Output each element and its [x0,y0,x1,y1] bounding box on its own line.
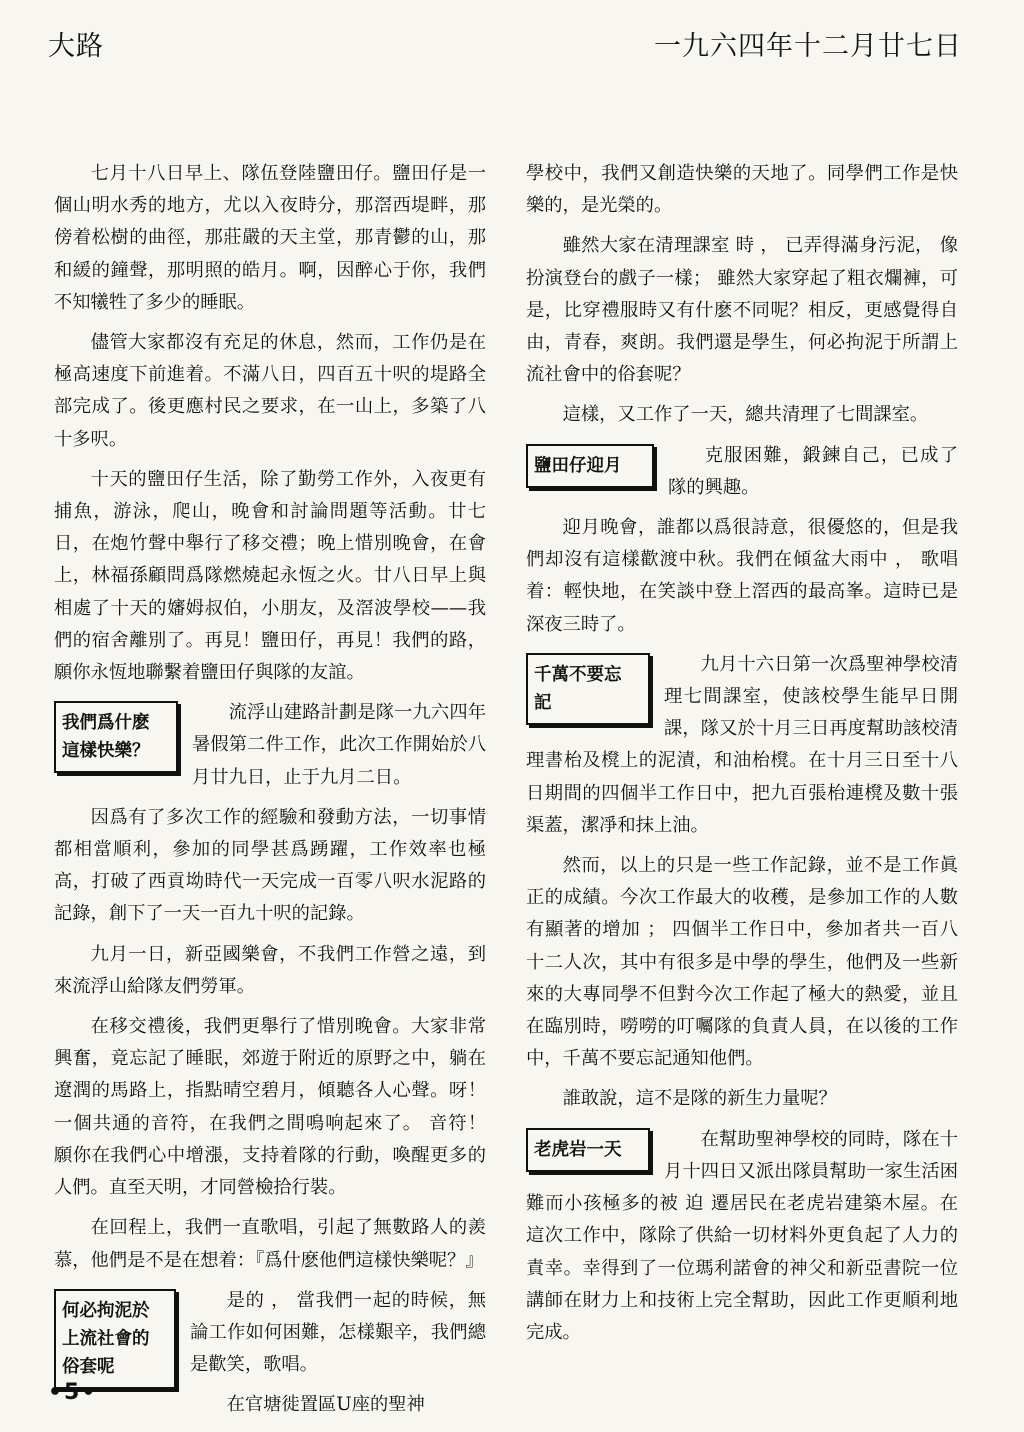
section-heading-line: 老虎岩一天 [534,1139,622,1160]
paragraph: 因爲有了多次工作的經驗和發動方法，一切事情都相當順利，參加的同學甚爲踴躍，工作效率也極高，打破了西貢坳時代一天完成一百零八呎水泥路的記錄，創下了一天一百九十呎的記錄。 [54,806,486,925]
section-heading-box [54,1289,176,1389]
paragraph: 儘管大家都沒有充足的休息，然而，工作仍是在極高速度下前進着。不滿八日，四百五十呎的堤路全部完成了。後更應村民之要求，在一山上，多築了八十多呎。 [54,332,486,450]
paragraph: 十天的鹽田仔生活，除了勤勞工作外，入夜更有捕魚，游泳，爬山，晚會和討論問題等活動。廿七日，在炮竹聲中舉行了移交禮；晚上惜別晚會，在會上，林福孫顧問爲隊燃燒起永恆之火。廿八日早上與相處了十天的嬸姆叔伯，小朋友，及滘波學校——我們的宿舍離別了。再見！鹽田仔，再見！我們的路，願你永恆地聯繫着鹽田仔與隊的友誼。 [54,468,486,684]
paragraph: 學校中，我們又創造快樂的天地了。同學們工作是快樂的，是光榮的。 [526,163,958,217]
paragraph: 在官塘徙置區U座的聖神 [226,1394,425,1416]
section-heading-box [526,444,654,488]
section-heading-line: 這樣快樂？ [62,741,150,762]
section-heading-line: 鹽田仔迎月 [534,455,622,476]
left-column [54,158,486,1430]
paragraph: 克服困難，鍛鍊自己，已成了隊的興趣。 [668,444,958,498]
paragraph: 七月十八日早上、隊伍登陸鹽田仔。鹽田仔是一個山明水秀的地方，尤以入夜時分，那滘西堤畔，那傍着松樹的曲徑，那莊嚴的天主堂，那青鬱的山，那和緩的鐘聲，那明照的皓月。啊，因醉心于你，我們不知犧牲了多少的睡眠。 [54,163,486,313]
paragraph: 是的 ， 當我們一起的時候，無論工作如何困難，怎樣艱辛，我們總是歡笑，歌唱。 [190,1289,486,1376]
paragraph: 然而，以上的只是一些工作記錄，並不是工作眞正的成績。今次工作最大的收穫，是參加工作的人數有顯著的增加 ； 四個半工作日中，參加者共一百八十二人次，其中有很多是中學的學生，他們及一些新來的大專同學不但對今次工作起了極大的熱愛，並且在臨別時，嘮嘮的叮囑隊的負責人員，在以後的工作中，千萬不要忘記通知他們。 [526,855,958,1070]
right-column [526,158,958,1357]
section-heading-line: 千萬不要忘 [534,664,622,685]
paragraph: 在幫助聖神學校的同時，隊在十月十四日又派出隊員幫助一家生活困難而小孩極多的被 迫 遷居民在老虎岩建築木屋。在這次工作中，隊除了供給一切材料外更負起了人力的責幸。幸得到了一位瑪利諾會的神父和新亞書院一位講師在財力上和技術上完全幫助，因此工作更順利地完成。 [526,1128,958,1343]
section-heading-line: 俗套呢 [62,1356,115,1377]
section-heading-box [526,653,650,725]
paragraph: 這樣，又工作了一天，總共清理了七間課室。 [562,404,929,426]
paragraph: 雖然大家在清理課室 時 ， 已弄得滿身污泥， 像扮演登台的戲子一樣； 雖然大家穿起了粗衣爛褲，可是，比穿禮服時又有什麽不同呢？相反，更感覺得自由，青春，爽朗。我們還是學生，何必拘泥于所謂上流社會中的俗套呢？ [526,235,958,386]
paragraph: 流浮山建路計劃是隊一九六四年暑假第二件工作，此次工作開始於八月廿九日，止于九月二日。 [192,702,486,788]
header-masthead: 大路 [48,31,104,62]
paragraph: 九月一日，新亞國樂會，不我們工作營之遠，到來流浮山給隊友們勞軍。 [54,943,486,997]
paragraph: 誰敢說，這不是隊的新生力量呢？ [562,1088,837,1110]
section-heading-line: 何必拘泥於 [62,1300,150,1321]
section-heading-line: 我們爲什麽 [62,713,150,734]
section-heading-line: 記 [534,692,552,713]
header-date: 一九六四年十二月廿七日 [654,31,962,62]
paragraph: 在移交禮後，我們更舉行了惜別晚會。大家非常興奮，竟忘記了睡眠，郊遊于附近的原野之中，躺在遼潤的馬路上，指點晴空碧月，傾聽各人心聲。呀！一個共通的音符，在我們之間鳴响起來了。 音符！ 願你在我們心中增漲，支持着隊的行動，喚醒更多的人們。直至天明，才同營檢拾行裝。 [54,1016,486,1199]
section-heading-box [54,701,178,773]
section-heading-line: 上流社會的 [62,1328,150,1349]
page-number: •5• [48,1380,98,1405]
paragraph: 九月十六日第一次爲聖神學校清理七間課室，使該校學生能早日開課，隊又於十月三日再度幫助該校清理書枱及櫈上的泥漬，和油枱櫈。在十月三日至十八日期間的四個半工作日中，把九百張枱連櫈及數十張渠蓋，潔凈和抹上油。 [526,653,958,836]
paragraph: 迎月晚會，誰都以爲很詩意，很優悠的，但是我們却沒有這樣歡渡中秋。我們在傾盆大雨中 ， 歌唱着：輕快地，在笑談中登上滘西的最高峯。這時已是深夜三時了。 [526,517,958,635]
section-heading-box [526,1128,650,1172]
paragraph: 在回程上，我們一直歌唱，引起了無數路人的羨慕，他們是不是在想着：『爲什麽他們這樣快樂呢？』 [54,1217,486,1271]
